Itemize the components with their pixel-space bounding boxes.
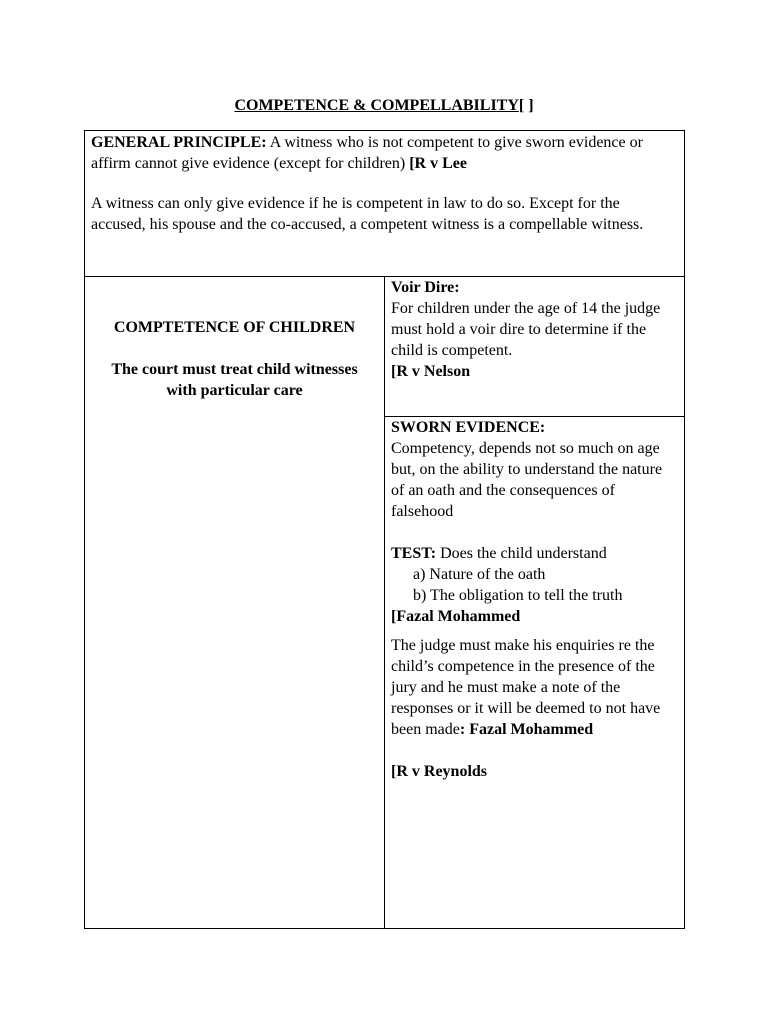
voir-dire-label: Voir Dire: bbox=[391, 279, 460, 296]
enquiries-text: The judge must make his enquiries re the child’s competence in the presence of the jury and he must make a note of the responses or it will be deemed to not have been made bbox=[391, 637, 661, 738]
case-r-v-nelson: [R v Nelson bbox=[391, 363, 471, 380]
case-fazal-mohammed-inline: : Fazal Mohammed bbox=[459, 721, 594, 738]
general-principle-text: A witness who is not competent to give sworn evidence or affirm cannot give evidence (except for children) bbox=[91, 134, 643, 172]
sworn-evidence-label: SWORN EVIDENCE: bbox=[391, 419, 546, 436]
general-principle-paragraph-2: A witness can only give evidence if he is competent in law to do so. Except for the accused, his spouse and the co-accused, a competent witness is a compellable witness. bbox=[91, 195, 644, 233]
test-text: Does the child understand bbox=[436, 545, 607, 562]
list-item: b) The obligation to tell the truth bbox=[413, 587, 623, 604]
general-principle-paragraph bbox=[91, 132, 678, 174]
general-principle-box bbox=[84, 130, 685, 277]
case-fazal-mohammed: [Fazal Mohammed bbox=[391, 608, 521, 625]
test-label: TEST: bbox=[391, 545, 437, 562]
sworn-evidence-box bbox=[384, 416, 685, 929]
children-heading: COMPTETENCE OF CHILDREN bbox=[113, 319, 356, 336]
test-list bbox=[391, 564, 678, 606]
case-r-v-reynolds: [R v Reynolds bbox=[391, 763, 488, 780]
page-title bbox=[0, 95, 768, 116]
title-suffix: [ ] bbox=[518, 97, 534, 114]
test-paragraph bbox=[391, 543, 678, 564]
voir-dire-text: For children under the age of 14 the judge must hold a voir dire to determine if the child is competent. bbox=[391, 300, 661, 359]
title-main: COMPETENCE & COMPELLABILITY bbox=[234, 97, 519, 114]
voir-dire-box bbox=[384, 276, 685, 417]
enquiries-paragraph bbox=[391, 635, 678, 740]
case-r-v-lee: [R v Lee bbox=[409, 155, 467, 172]
sworn-evidence-text: Competency, depends not so much on age but, on the ability to understand the nature of an oath and the consequences of falsehood bbox=[391, 440, 663, 520]
children-competence-box bbox=[84, 276, 385, 929]
children-subheading: The court must treat child witnesses with particular care bbox=[111, 361, 358, 399]
list-item: a) Nature of the oath bbox=[413, 566, 546, 583]
general-principle-label: GENERAL PRINCIPLE: bbox=[91, 134, 267, 151]
